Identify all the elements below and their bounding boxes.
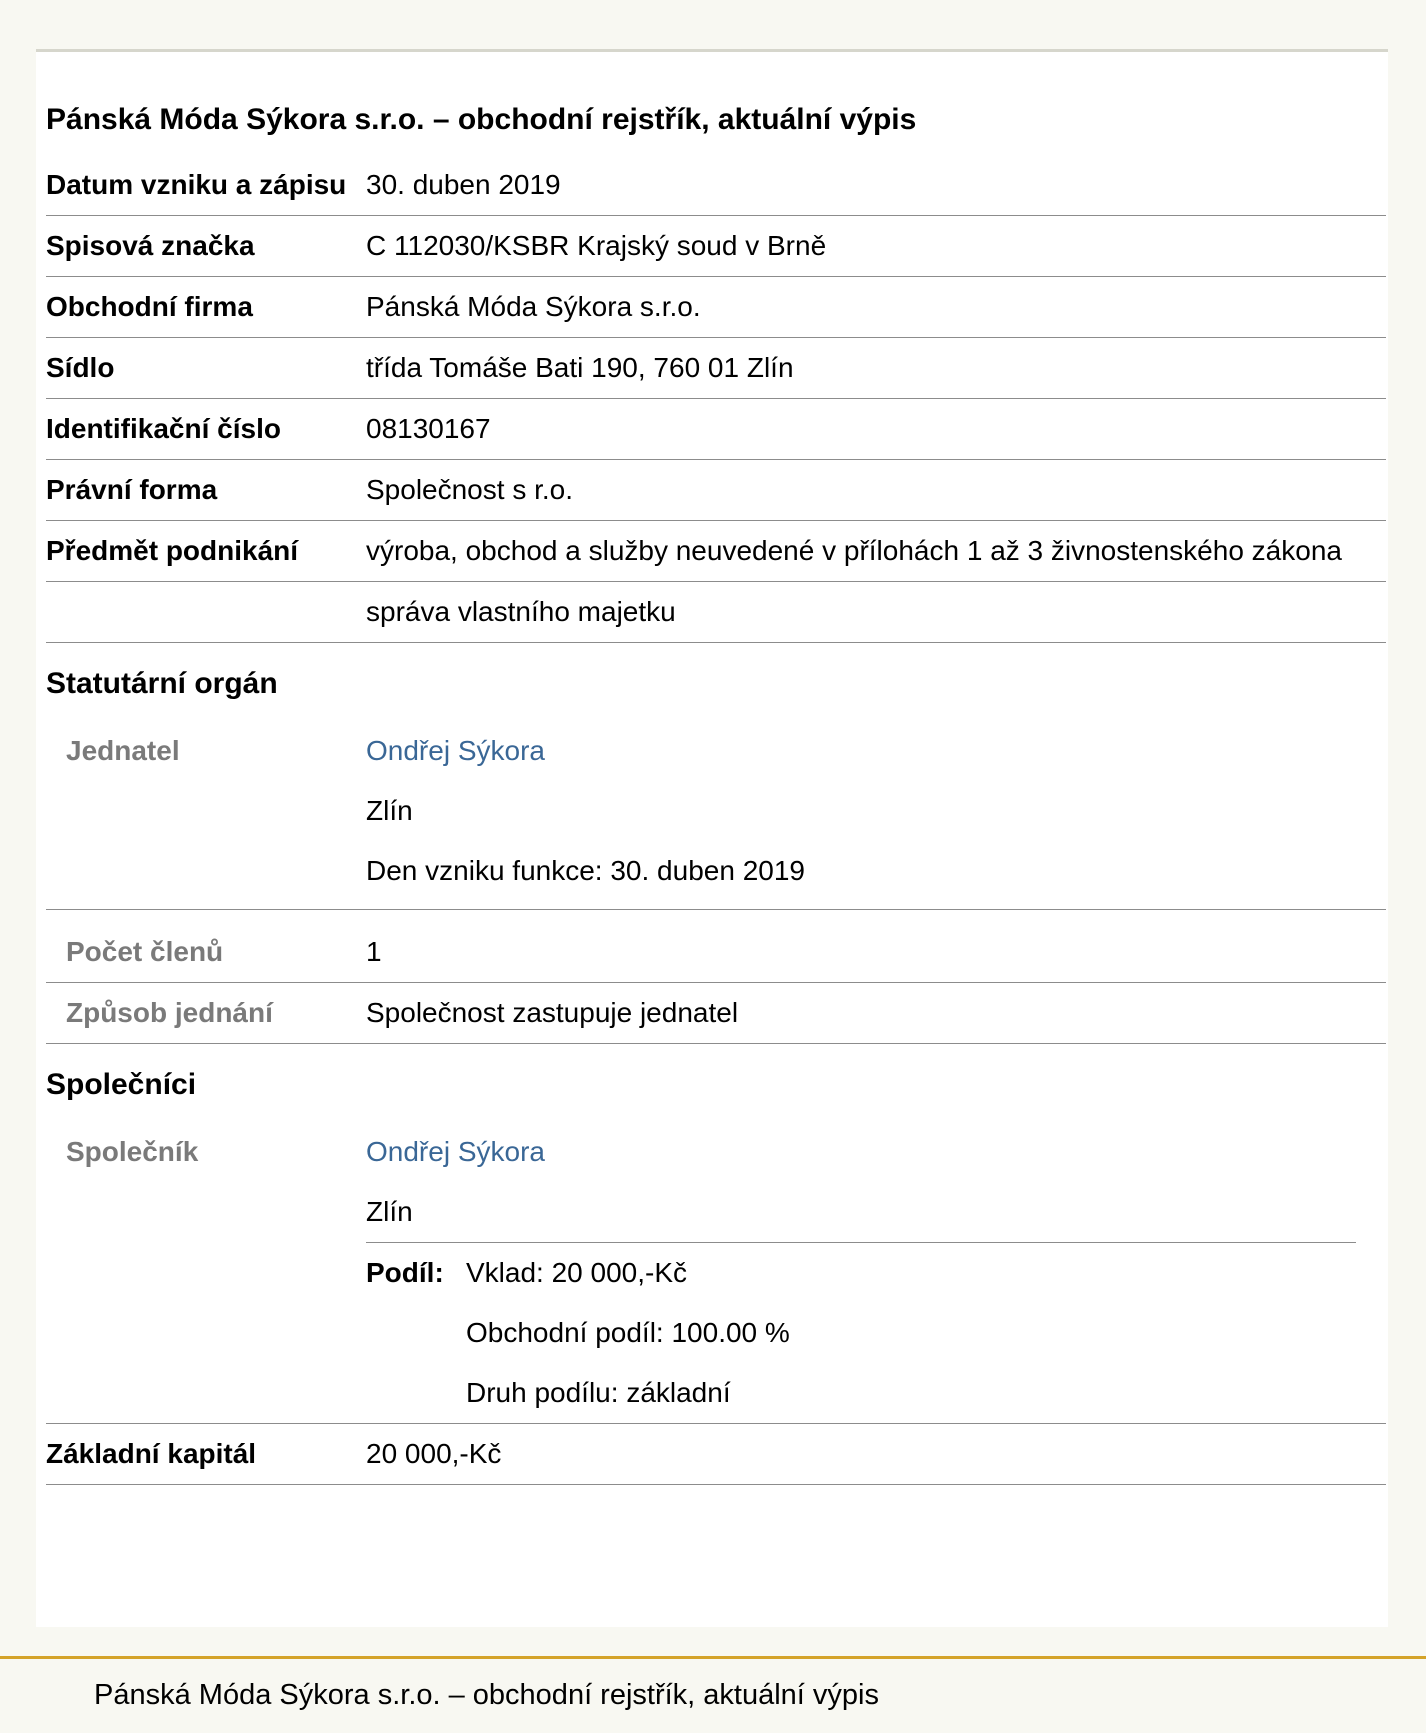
share-label: Podíl: (366, 1257, 444, 1288)
row-executive (46, 721, 1386, 910)
share-deposit: Vklad: 20 000,-Kč (466, 1257, 688, 1288)
partner-name-link[interactable]: Ondřej Sýkora (366, 1136, 545, 1167)
row-value: 20 000,-Kč (366, 1438, 502, 1469)
share-type: Druh podílu: základní (466, 1377, 731, 1408)
share-percentage: Obchodní podíl: 100.00 % (466, 1317, 790, 1348)
footer-title: Pánská Móda Sýkora s.r.o. – obchodní rejstřík, aktuální výpis (94, 1679, 879, 1711)
row-label: Spisová značka (46, 230, 255, 261)
partner-details (366, 1122, 1386, 1423)
statutory-heading: Statutární orgán (46, 667, 278, 700)
partners-heading: Společníci (46, 1068, 197, 1101)
row-label: Základní kapitál (46, 1438, 257, 1469)
row-member-count (46, 910, 1386, 983)
row-value: Pánská Móda Sýkora s.r.o. (366, 291, 701, 322)
row-label: Právní forma (46, 474, 218, 505)
row-partner (46, 1122, 1386, 1424)
row-legal-form (46, 460, 1386, 521)
executive-since: Den vzniku funkce: 30. duben 2019 (366, 855, 805, 886)
member-count-label: Počet členů (66, 936, 224, 967)
row-value: Společnost s r.o. (366, 474, 574, 505)
row-label: Předmět podnikání (46, 535, 299, 566)
row-id-number (46, 399, 1386, 460)
row-label: Identifikační číslo (46, 413, 281, 444)
register-table (46, 155, 1386, 1485)
row-business-name (46, 277, 1386, 338)
page-title: Pánská Móda Sýkora s.r.o. – obchodní rejstřík, aktuální výpis (46, 103, 917, 136)
acting-method-label: Způsob jednání (66, 997, 273, 1028)
row-label (46, 155, 366, 215)
row-label (46, 582, 366, 642)
founding-date-label: Datum vzniku a zápisu (46, 169, 347, 200)
executive-name-link[interactable]: Ondřej Sýkora (366, 735, 545, 766)
executive-label: Jednatel (66, 735, 180, 766)
row-value: výroba, obchod a služby neuvedené v přílohách 1 až 3 živnostenského zákona (366, 535, 1342, 566)
row-file-number (46, 216, 1386, 277)
member-count-value: 1 (366, 936, 382, 967)
row-label: Sídlo (46, 352, 115, 383)
partner-city: Zlín (366, 1196, 413, 1227)
row-founding-date (46, 155, 1386, 216)
row-value: 08130167 (366, 413, 491, 444)
row-seat (46, 338, 1386, 399)
row-business-activity-2 (46, 582, 1386, 643)
page-footer (0, 1656, 1426, 1733)
row-acting-method (46, 983, 1386, 1044)
partner-label: Společník (66, 1136, 199, 1167)
partner-share (366, 1242, 1356, 1423)
executive-details (366, 721, 1386, 909)
row-value: 30. duben 2019 (366, 169, 561, 200)
share-details (466, 1243, 790, 1423)
row-registered-capital (46, 1424, 1386, 1485)
row-business-activity (46, 521, 1386, 582)
executive-city: Zlín (366, 795, 413, 826)
acting-method-value: Společnost zastupuje jednatel (366, 997, 739, 1028)
row-label: Obchodní firma (46, 291, 253, 322)
row-value: C 112030/KSBR Krajský soud v Brně (366, 230, 827, 261)
row-value: správa vlastního majetku (366, 596, 676, 627)
row-value: třída Tomáše Bati 190, 760 01 Zlín (366, 352, 794, 383)
register-card (36, 49, 1388, 1627)
